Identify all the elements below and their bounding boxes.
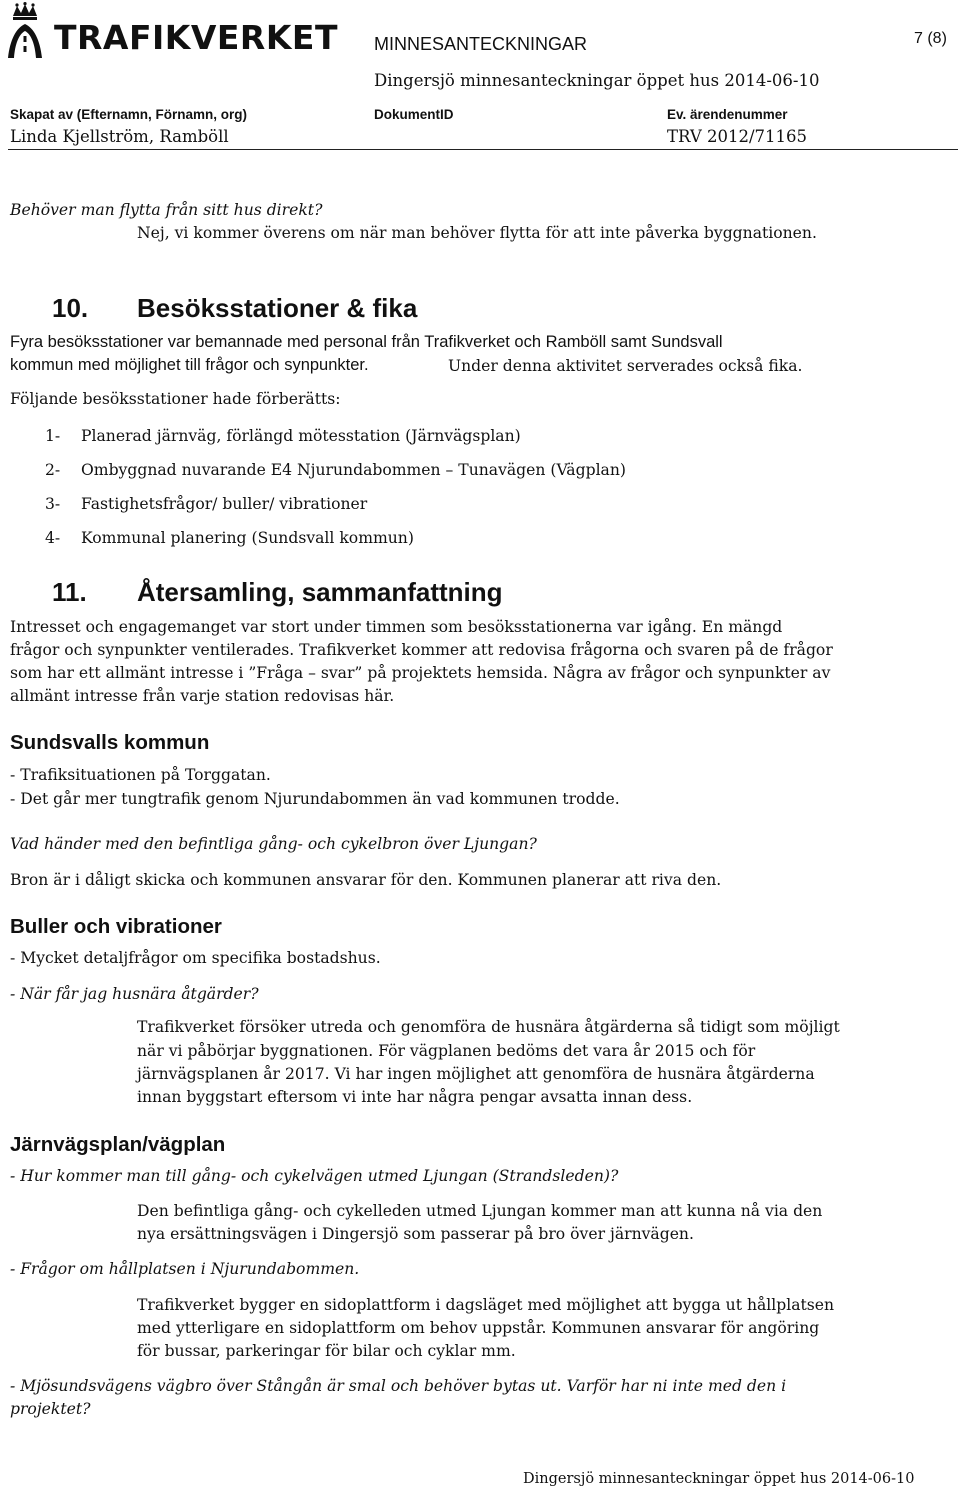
section-11-line-3: som har ett allmänt intresse i ”Fråga – svar” på projektets hemsida. Några av frågor och synpunkter av bbox=[10, 664, 831, 682]
list-item-text: Fastighetsfrågor/ buller/ vibrationer bbox=[81, 495, 368, 513]
sundsvall-bullet-2: - Det går mer tungtrafik genom Njurundabommen än vad kommunen trodde. bbox=[10, 790, 620, 808]
list-item-number: 3- bbox=[45, 495, 61, 513]
list-item-number: 4- bbox=[45, 529, 61, 547]
document-id-label: DokumentID bbox=[374, 107, 454, 122]
section-11-title: Återsamling, sammanfattning bbox=[137, 577, 503, 607]
page-number: 7 (8) bbox=[914, 30, 947, 47]
list-item bbox=[45, 495, 367, 513]
buller-answer-line-2: när vi påbörjar byggnationen. För vägplanen bedöms det vara år 2015 och för bbox=[137, 1042, 756, 1060]
list-item-text: Kommunal planering (Sundsvall kommun) bbox=[81, 529, 414, 547]
list-item bbox=[45, 461, 626, 479]
jarnvag-answer-2-line-1: Trafikverket bygger en sidoplattform i dagsläget med möjlighet att bygga ut hållplatsen bbox=[137, 1296, 835, 1314]
header-divider bbox=[8, 149, 958, 150]
section-10-paragraph-line-2a: kommun med möjlighet till frågor och synpunkter. bbox=[10, 356, 369, 374]
jarnvag-question-3-line-2: projektet? bbox=[10, 1400, 91, 1418]
jarnvag-heading: Järnvägsplan/vägplan bbox=[10, 1133, 226, 1156]
case-number-label: Ev. ärendenummer bbox=[667, 107, 788, 122]
section-10-title: Besöksstationer & fika bbox=[137, 293, 418, 323]
list-item-text: Ombyggnad nuvarande E4 Njurundabommen – Tunavägen (Vägplan) bbox=[81, 461, 626, 479]
section-10-lead: Följande besöksstationer hade förberätts: bbox=[10, 390, 341, 408]
buller-answer-line-3: järnvägsplanen år 2017. Vi har ingen möjlighet att genomföra de husnära åtgärderna bbox=[137, 1065, 815, 1083]
section-11-number: 11. bbox=[52, 577, 87, 607]
list-item-text: Planerad järnväg, förlängd mötesstation (Järnvägsplan) bbox=[81, 427, 521, 445]
buller-question: - När får jag husnära åtgärder? bbox=[10, 985, 259, 1003]
document-type: MINNESANTECKNINGAR bbox=[374, 34, 588, 54]
list-item-number: 1- bbox=[45, 427, 61, 445]
created-by-value: Linda Kjellström, Ramböll bbox=[10, 127, 229, 146]
buller-bullet: - Mycket detaljfrågor om specifika bostadshus. bbox=[10, 949, 381, 967]
jarnvag-answer-1-line-2: nya ersättningsvägen i Dingersjö som passerar på bro över järnvägen. bbox=[137, 1225, 694, 1243]
list-item-number: 2- bbox=[45, 461, 61, 479]
jarnvag-answer-2-line-2: med ytterligare en sidoplattform om behov uppstår. Kommunen ansvarar för angöring bbox=[137, 1319, 820, 1337]
crown-logo-icon bbox=[2, 2, 48, 60]
section-10-paragraph-line-1: Fyra besöksstationer var bemannade med personal från Trafikverket och Ramböll samt Sundsvall bbox=[10, 333, 723, 351]
jarnvag-answer-1-line-1: Den befintliga gång- och cykelleden utmed Ljungan kommer man att kunna nå via den bbox=[137, 1202, 823, 1220]
sundsvall-answer: Bron är i dåligt skicka och kommunen ansvarar för den. Kommunen planerar att riva den. bbox=[10, 871, 722, 889]
section-11-line-1: Intresset och engagemanget var stort under timmen som besöksstationerna var igång. En mängd bbox=[10, 618, 783, 636]
list-item bbox=[45, 529, 414, 547]
created-by-label: Skapat av (Efternamn, Förnamn, org) bbox=[10, 107, 248, 122]
intro-answer: Nej, vi kommer överens om när man behöver flytta för att inte påverka byggnationen. bbox=[137, 224, 817, 242]
intro-question: Behöver man flytta från sitt hus direkt? bbox=[10, 201, 323, 219]
sundsvall-question: Vad händer med den befintliga gång- och cykelbron över Ljungan? bbox=[10, 835, 537, 853]
jarnvag-question-2: - Frågor om hållplatsen i Njurundabommen. bbox=[10, 1260, 360, 1278]
list-item bbox=[45, 427, 521, 445]
section-11-line-4: allmänt intresse från varje station redovisas här. bbox=[10, 687, 395, 705]
sundsvall-heading: Sundsvalls kommun bbox=[10, 731, 210, 754]
buller-answer-line-4: innan byggstart eftersom vi inte har några pengar avsatta innan dess. bbox=[137, 1088, 693, 1106]
case-number-value: TRV 2012/71165 bbox=[667, 127, 808, 146]
section-10-number: 10. bbox=[52, 293, 89, 323]
section-11-line-2: frågor och synpunkter ventilerades. Trafikverket kommer att redovisa frågorna och svaren på de frågor bbox=[10, 641, 833, 659]
brand-logo-text: TRAFIKVERKET bbox=[54, 18, 338, 57]
jarnvag-question-1: - Hur kommer man till gång- och cykelvägen utmed Ljungan (Strandsleden)? bbox=[10, 1167, 619, 1185]
document-title: Dingersjö minnesanteckningar öppet hus 2014-06-10 bbox=[374, 71, 820, 90]
jarnvag-answer-2-line-3: för bussar, parkeringar för bilar och cyklar mm. bbox=[137, 1342, 516, 1360]
buller-heading: Buller och vibrationer bbox=[10, 915, 222, 938]
jarnvag-question-3-line-1: - Mjösundsvägens vägbro över Stångån är smal och behöver bytas ut. Varför har ni inte med den i bbox=[10, 1377, 787, 1395]
footer-text: Dingersjö minnesanteckningar öppet hus 2014-06-10 bbox=[523, 1471, 915, 1487]
sundsvall-bullet-1: - Trafiksituationen på Torggatan. bbox=[10, 766, 271, 784]
section-10-paragraph-line-2b: Under denna aktivitet serverades också fika. bbox=[448, 357, 803, 375]
buller-answer-line-1: Trafikverket försöker utreda och genomföra de husnära åtgärderna så tidigt som möjligt bbox=[137, 1018, 840, 1036]
